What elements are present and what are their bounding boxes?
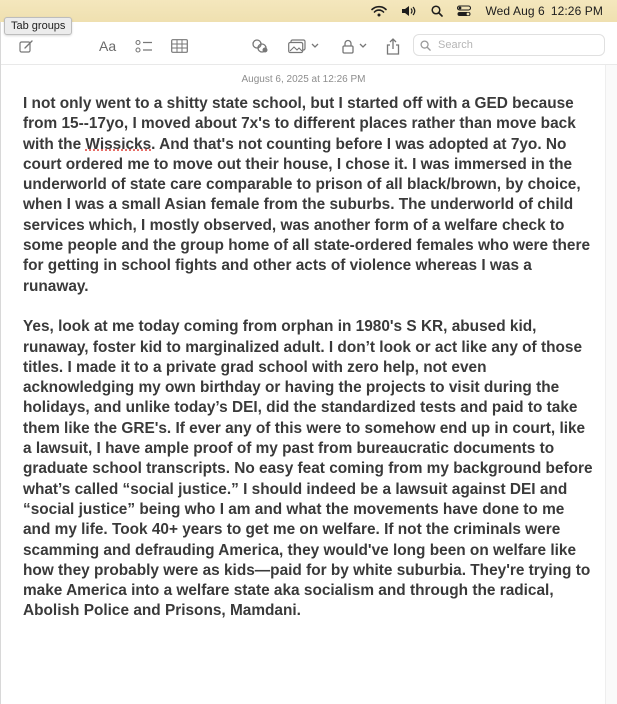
note-body[interactable] [23, 94, 595, 622]
wifi-icon[interactable] [371, 5, 387, 17]
note-paragraph-1: I not only went to a shitty state school, but I started off with a GED because from 15--17yo, I moved about 7x's to different places rather than move back with the Wissicks. And that's not counting before I was adopted at 7yo. No court ordered me to move out their house, I chose it. I was immersed in the underworld of state care comparable to prison of all black/brown, by choice, when I was a small Asian female from the suburbs. The underworld of child services which, I mostly observed, was another form of a welfare check to some people and the group home of all state-ordered females who were there for getting in school fights and other acts of violence whereas I was a runaway. [23, 95, 591, 295]
collaborate-button[interactable] [251, 35, 269, 57]
tab-groups-tooltip: Tab groups [4, 17, 72, 35]
toolbar-divider [1, 64, 617, 65]
search-field[interactable] [413, 34, 605, 56]
menu-bar [0, 0, 617, 22]
lock-button[interactable] [342, 35, 367, 57]
scrollbar[interactable] [605, 65, 617, 704]
note-timestamp: August 6, 2025 at 12:26 PM [241, 74, 366, 85]
chevron-down-icon [311, 43, 319, 49]
link-collaborate-icon [251, 38, 269, 54]
new-note-button[interactable] [19, 35, 34, 57]
spotlight-search-icon[interactable] [431, 5, 443, 17]
photo-icon [288, 39, 306, 54]
share-button[interactable] [386, 35, 400, 57]
volume-icon[interactable] [401, 5, 417, 17]
table-button[interactable] [171, 35, 188, 57]
menu-bar-time: 12:26 PM [550, 4, 603, 18]
search-input[interactable] [436, 38, 600, 52]
share-icon [386, 38, 400, 55]
chevron-down-icon [359, 43, 367, 49]
misspelled-word[interactable]: Wissicks [85, 135, 152, 153]
menu-bar-clock[interactable] [485, 4, 603, 18]
compose-icon [19, 39, 34, 54]
checklist-button[interactable] [135, 35, 153, 57]
format-button[interactable]: Aa [99, 38, 117, 54]
notes-window [0, 22, 617, 704]
lock-icon [342, 39, 354, 54]
note-paragraph-2: Yes, look at me today coming from orphan in 1980's S KR, abused kid, runaway, foster kid to marginalized adult. I don’t look or act like any of those titles. I made it to a private grad school with zero help, not even acknowledging my own birthday or having the projects to visit during the holidays, and unlike today’s DEI, did the standardized tests and paid to take them like the GRE's. If ever any of this were to somehow end up in court, like a lawsuit, I have ample proof of my past from bureaucratic documents to graduate school transcripts. No easy feat coming from my background before what’s called “social justice.” I should indeed be a lawsuit against DEI and “social justice” being who I am and what the movements have done to me and my life. Took 40+ years to get me on welfare. If not the criminals were scamming and defrauding America, they would've long been on welfare like how they probably were as kids—paid for by white suburbia. They're trying to make America into a welfare state aka socialism and through the radical, Abolish Police and Prisons, Mamdani. [23, 318, 593, 620]
menu-bar-date: Wed Aug 6 [485, 4, 545, 18]
control-center-icon[interactable] [457, 5, 471, 17]
table-icon [171, 39, 188, 53]
toolbar [1, 32, 617, 60]
search-icon [420, 40, 431, 51]
checklist-icon [135, 39, 153, 54]
media-button[interactable] [288, 35, 319, 57]
